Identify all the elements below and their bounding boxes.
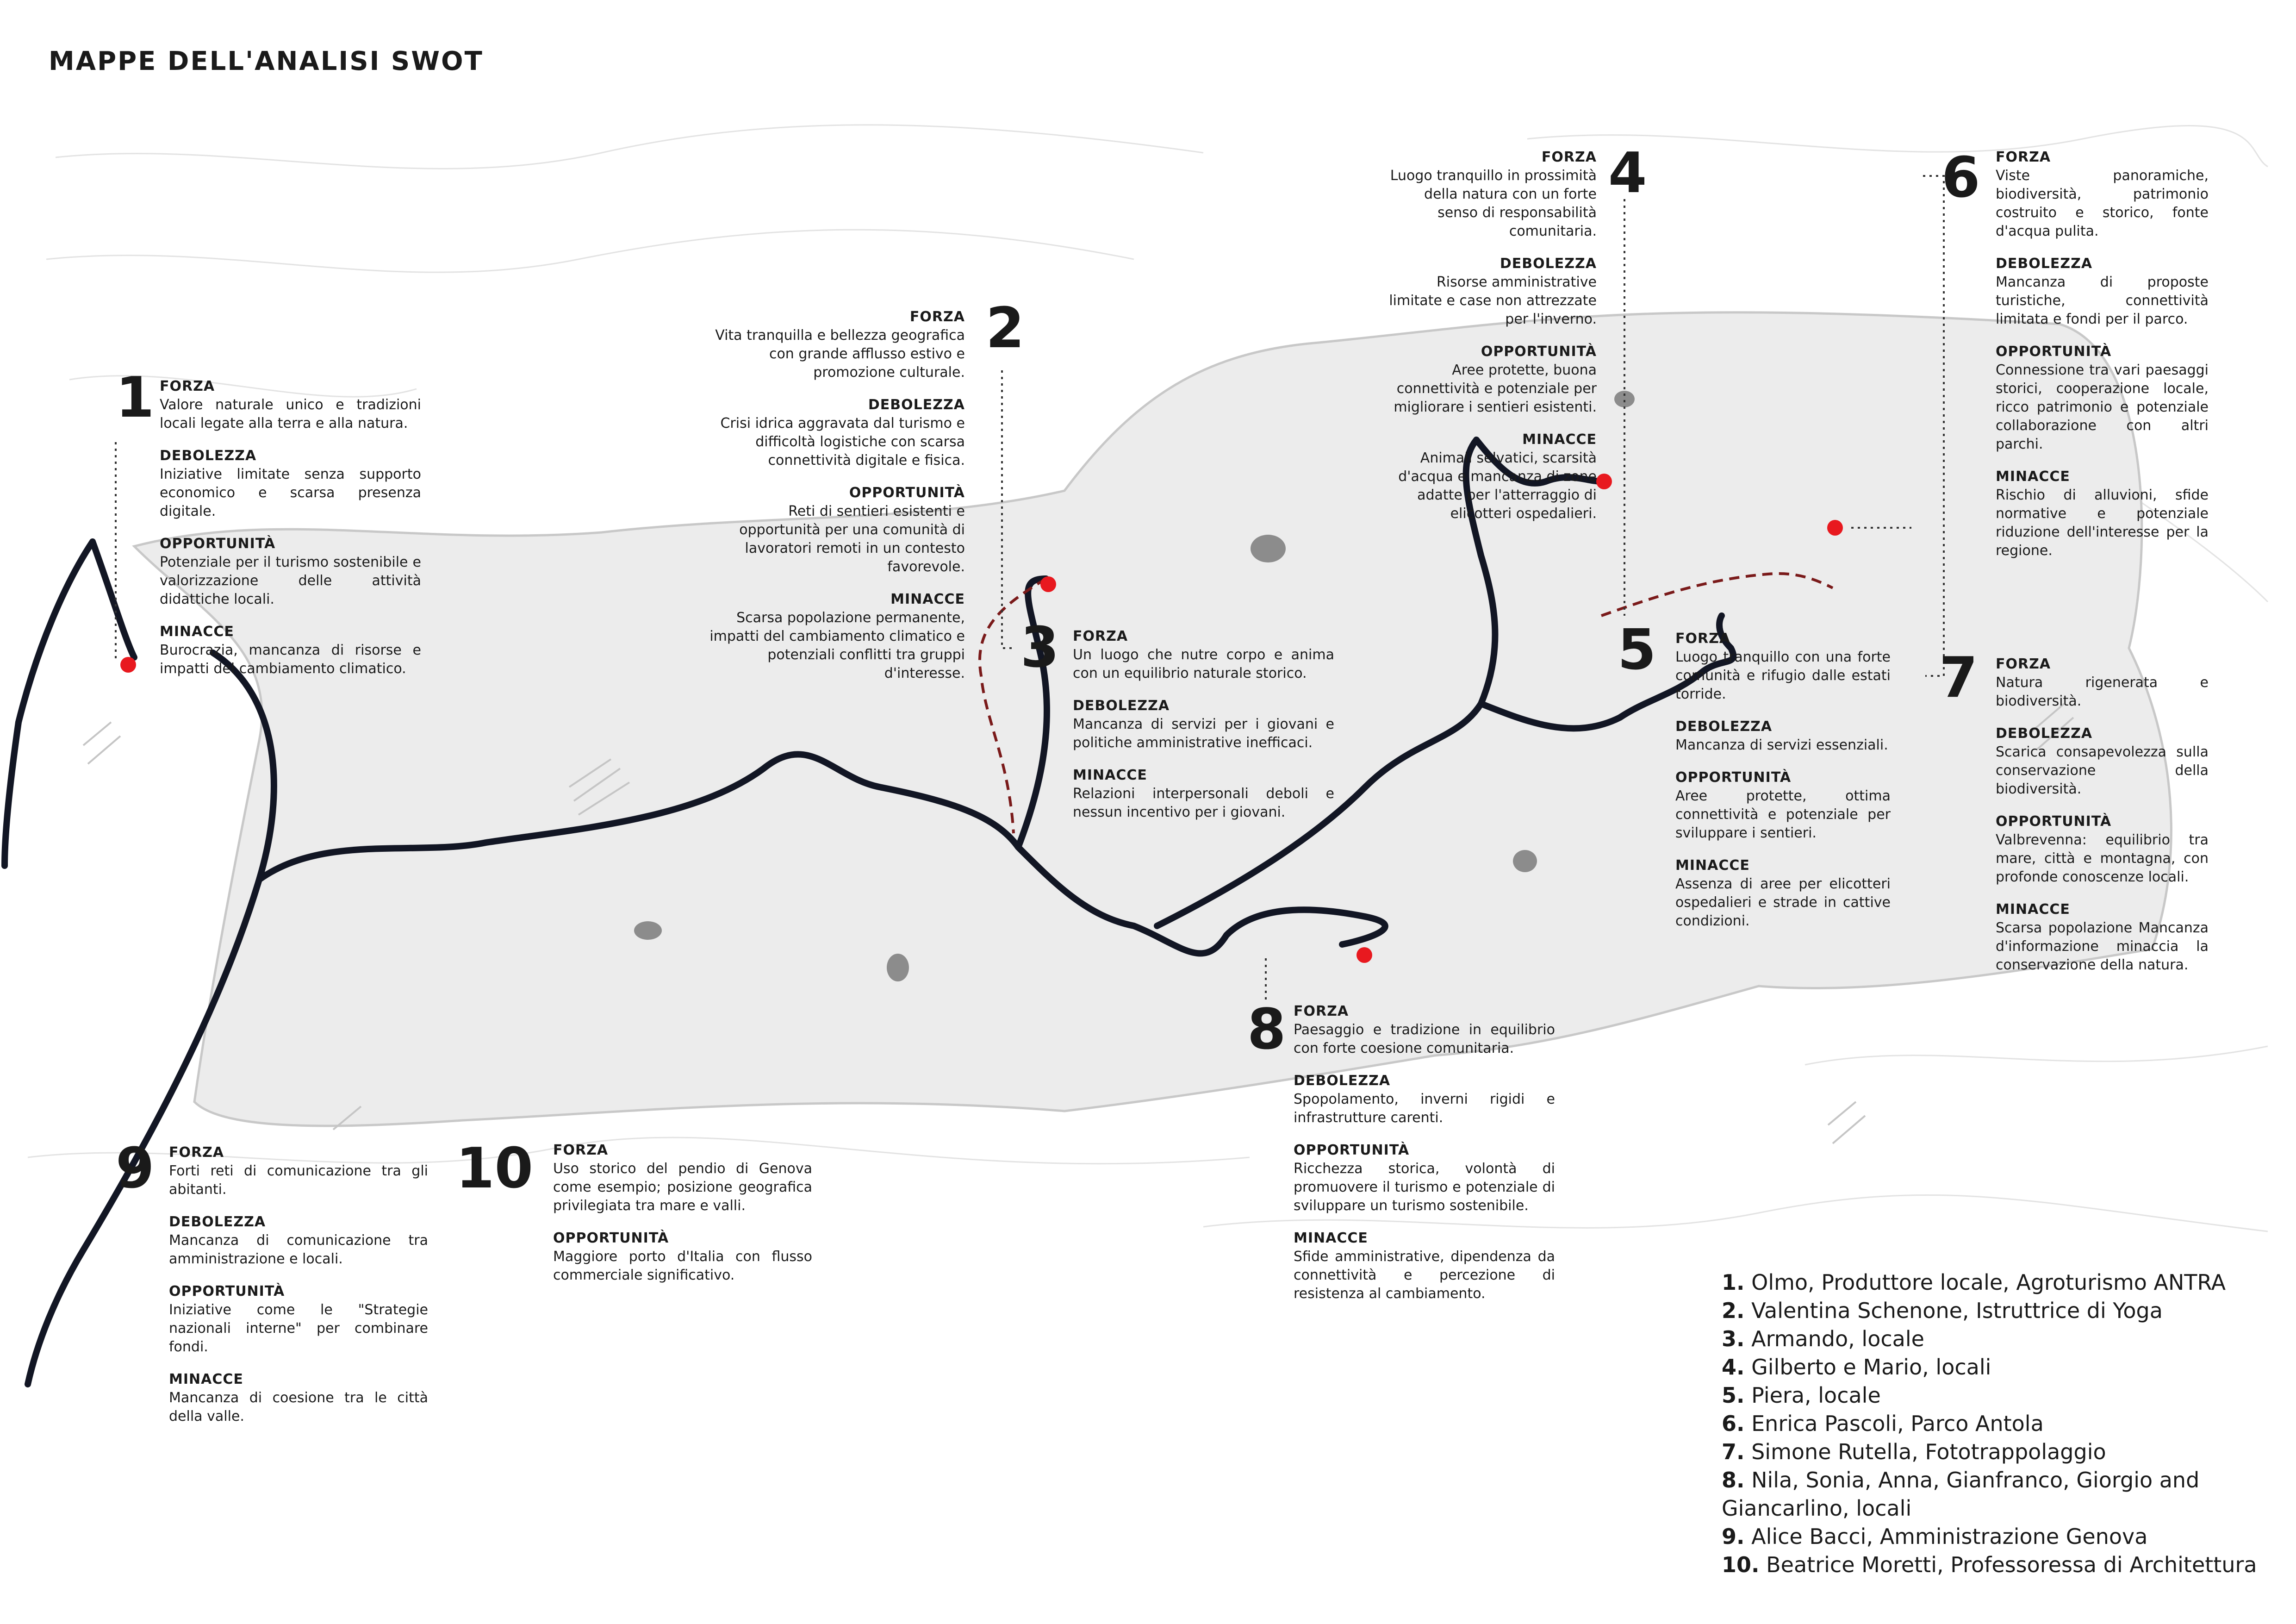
site-4-minacce: Animali selvatici, scarsità d'acqua e mancanza di zone adatte per l'atterraggio di elicotteri ospedalieri. bbox=[1398, 450, 1597, 522]
site-8-debolezza: Spopolamento, inverni rigidi e infrastrutture carenti. bbox=[1294, 1091, 1555, 1126]
label-opportunita: OPPORTUNITÀ bbox=[169, 1283, 285, 1299]
swot-block-2 bbox=[703, 308, 965, 697]
site-number-2: 2 bbox=[986, 296, 1025, 361]
site-3-minacce: Relazioni interpersonali deboli e nessun incentivo per i giovani. bbox=[1073, 786, 1334, 820]
site-1-debolezza: Iniziative limitate senza supporto economico e scarsa presenza digitale. bbox=[160, 466, 421, 519]
label-debolezza: DEBOLEZZA bbox=[169, 1214, 266, 1230]
label-opportunita: OPPORTUNITÀ bbox=[553, 1230, 669, 1246]
site-marker-4[interactable] bbox=[1596, 474, 1612, 489]
site-1-forza: Valore naturale unico e tradizioni locali legate alla terra e alla natura. bbox=[160, 397, 421, 431]
label-forza: FORZA bbox=[169, 1144, 224, 1161]
site-9-debolezza: Mancanza di comunicazione tra amministrazione e locali. bbox=[169, 1232, 428, 1267]
swot-block-6 bbox=[1996, 148, 2209, 574]
site-number-10: 10 bbox=[456, 1137, 533, 1201]
legend-item: Giancarlino, locali bbox=[1722, 1496, 1912, 1521]
site-7-opportunita: Valbrevenna: equilibrio tra mare, città e montagna, con profonde conoscenze locali. bbox=[1996, 832, 2209, 885]
site-number-4: 4 bbox=[1608, 141, 1647, 206]
site-1-opportunita: Potenziale per il turismo sostenibile e valorizzazione delle attività didattiche locali. bbox=[160, 554, 421, 607]
site-marker-8[interactable] bbox=[1356, 947, 1372, 963]
label-opportunita: OPPORTUNITÀ bbox=[160, 536, 276, 552]
label-forza: FORZA bbox=[909, 309, 965, 325]
swot-block-1 bbox=[160, 377, 421, 692]
site-2-debolezza: Crisi idrica aggravata dal turismo e difficoltà logistiche con scarsa connettività digitale e fisica. bbox=[720, 415, 965, 468]
label-forza: FORZA bbox=[553, 1142, 609, 1158]
legend-item: 3. Armando, locale bbox=[1722, 1326, 1924, 1351]
site-5-minacce: Assenza di aree per elicotteri ospedalieri e strade in cattive condizioni. bbox=[1675, 876, 1891, 929]
label-minacce: MINACCE bbox=[1675, 857, 1750, 874]
label-debolezza: DEBOLEZZA bbox=[1294, 1073, 1391, 1089]
label-debolezza: DEBOLEZZA bbox=[1996, 256, 2093, 272]
label-debolezza: DEBOLEZZA bbox=[1073, 698, 1170, 714]
site-number-1: 1 bbox=[116, 366, 155, 430]
legend-item: 4. Gilberto e Mario, locali bbox=[1722, 1355, 1991, 1380]
site-5-opportunita: Aree protette, ottima connettività e potenziale per sviluppare i sentieri. bbox=[1675, 788, 1891, 841]
label-minacce: MINACCE bbox=[1073, 767, 1147, 783]
site-5-forza: Luogo tranquillo con una forte comunità e rifugio dalle estati torride. bbox=[1675, 649, 1891, 702]
label-forza: FORZA bbox=[1996, 149, 2051, 165]
site-number-7: 7 bbox=[1939, 646, 1978, 710]
site-10-forza: Uso storico del pendio di Genova come esempio; posizione geografica privilegiata tra mare e valli. bbox=[553, 1161, 812, 1214]
label-debolezza: DEBOLEZZA bbox=[160, 448, 257, 464]
label-minacce: MINACCE bbox=[1996, 468, 2070, 485]
site-marker-2[interactable] bbox=[1040, 576, 1056, 592]
site-number-9: 9 bbox=[116, 1137, 155, 1201]
site-4-debolezza: Risorse amministrative limitate e case non attrezzate per l'inverno. bbox=[1389, 274, 1597, 327]
site-number-8: 8 bbox=[1247, 998, 1286, 1062]
site-6-forza: Viste panoramiche, biodiversità, patrimonio costruito e storico, fonte d'acqua pulita. bbox=[1996, 168, 2209, 239]
site-2-opportunita: Reti di sentieri esistenti e opportunità per una comunità di lavoratori remoti in un contesto favorevole. bbox=[739, 503, 965, 575]
label-minacce: MINACCE bbox=[890, 591, 965, 607]
label-forza: FORZA bbox=[1073, 628, 1128, 644]
legend-item: 9. Alice Bacci, Amministrazione Genova bbox=[1722, 1524, 2148, 1549]
label-minacce: MINACCE bbox=[160, 624, 234, 640]
label-debolezza: DEBOLEZZA bbox=[1500, 256, 1597, 272]
site-number-3: 3 bbox=[1020, 616, 1059, 680]
label-debolezza: DEBOLEZZA bbox=[1996, 725, 2093, 742]
swot-block-10 bbox=[553, 1141, 812, 1299]
site-4-opportunita: Aree protette, buona connettività e potenziale per migliorare i sentieri esistenti. bbox=[1394, 362, 1597, 415]
swot-block-4 bbox=[1381, 148, 1597, 537]
legend-item: 7. Simone Rutella, Fototrappolaggio bbox=[1722, 1439, 2106, 1464]
site-9-forza: Forti reti di comunicazione tra gli abitanti. bbox=[169, 1163, 428, 1198]
label-forza: FORZA bbox=[1541, 149, 1597, 165]
site-9-opportunita: Iniziative come le "Strategie nazionali interne" per combinare fondi. bbox=[169, 1302, 428, 1355]
legend-item: 1. Olmo, Produttore locale, Agroturismo ANTRA bbox=[1722, 1270, 2226, 1295]
site-9-minacce: Mancanza di coesione tra le città della valle. bbox=[169, 1390, 428, 1424]
legend-item: 2. Valentina Schenone, Istruttrice di Yoga bbox=[1722, 1298, 2163, 1323]
label-debolezza: DEBOLEZZA bbox=[1675, 718, 1773, 735]
site-1-minacce: Burocrazia, mancanza di risorse e impatti del cambiamento climatico. bbox=[160, 642, 421, 677]
site-6-minacce: Rischio di alluvioni, sfide normative e potenziale riduzione dell'interesse per la regione. bbox=[1996, 487, 2209, 559]
label-minacce: MINACCE bbox=[169, 1371, 243, 1387]
swot-block-5 bbox=[1675, 630, 1891, 944]
swot-block-3 bbox=[1073, 627, 1334, 836]
swot-block-9 bbox=[169, 1143, 428, 1440]
label-debolezza: DEBOLEZZA bbox=[868, 397, 965, 413]
label-opportunita: OPPORTUNITÀ bbox=[1294, 1142, 1410, 1158]
label-forza: FORZA bbox=[160, 378, 215, 394]
site-4-forza: Luogo tranquillo in prossimità della natura con un forte senso di responsabilità comunitaria. bbox=[1390, 168, 1597, 239]
site-number-6: 6 bbox=[1941, 146, 1980, 210]
label-minacce: MINACCE bbox=[1996, 901, 2070, 918]
site-7-minacce: Scarsa popolazione Mancanza d'informazione minaccia la conservazione della natura. bbox=[1996, 920, 2209, 973]
label-opportunita: OPPORTUNITÀ bbox=[1996, 344, 2112, 360]
site-8-forza: Paesaggio e tradizione in equilibrio con forte coesione comunitaria. bbox=[1294, 1022, 1555, 1056]
page-title: MAPPE DELL'ANALISI SWOT bbox=[49, 46, 484, 76]
site-2-forza: Vita tranquilla e bellezza geografica con grande afflusso estivo e promozione culturale. bbox=[715, 327, 965, 381]
interviewee-legend bbox=[1722, 1268, 2257, 1579]
swot-block-7 bbox=[1996, 655, 2209, 988]
site-10-opportunita: Maggiore porto d'Italia con flusso commerciale significativo. bbox=[553, 1249, 812, 1283]
site-number-5: 5 bbox=[1618, 618, 1656, 682]
site-3-debolezza: Mancanza di servizi per i giovani e politiche amministrative inefficaci. bbox=[1073, 716, 1334, 751]
swot-block-8 bbox=[1294, 1002, 1555, 1317]
site-2-minacce: Scarsa popolazione permanente, impatti del cambiamento climatico e potenziali conflitti tra gruppi d'interesse. bbox=[709, 610, 965, 681]
label-opportunita: OPPORTUNITÀ bbox=[1675, 769, 1792, 786]
site-3-forza: Un luogo che nutre corpo e anima con un equilibrio naturale storico. bbox=[1073, 647, 1334, 681]
legend-item: 6. Enrica Pascoli, Parco Antola bbox=[1722, 1411, 2044, 1436]
label-opportunita: OPPORTUNITÀ bbox=[1481, 344, 1597, 360]
site-6-debolezza: Mancanza di proposte turistiche, connettività limitata e fondi per il parco. bbox=[1996, 274, 2209, 327]
label-minacce: MINACCE bbox=[1294, 1230, 1368, 1246]
site-marker-1[interactable] bbox=[120, 657, 136, 673]
site-8-minacce: Sfide amministrative, dipendenza da connettività e percezione di resistenza al cambiamento. bbox=[1294, 1249, 1555, 1302]
legend-item: 5. Piera, locale bbox=[1722, 1383, 1881, 1408]
site-6-opportunita: Connessione tra vari paesaggi storici, cooperazione locale, ricco patrimonio e potenziale collaborazione con altri parchi. bbox=[1996, 362, 2209, 452]
label-opportunita: OPPORTUNITÀ bbox=[1996, 813, 2112, 830]
site-marker-6[interactable] bbox=[1827, 520, 1843, 536]
label-forza: FORZA bbox=[1996, 656, 2051, 672]
label-forza: FORZA bbox=[1675, 631, 1731, 647]
site-7-forza: Natura rigenerata e biodiversità. bbox=[1996, 675, 2209, 709]
site-7-debolezza: Scarica consapevolezza sulla conservazione della biodiversità. bbox=[1996, 744, 2209, 797]
label-opportunita: OPPORTUNITÀ bbox=[849, 485, 965, 501]
legend-item: 10. Beatrice Moretti, Professoressa di Architettura bbox=[1722, 1552, 2257, 1577]
site-8-opportunita: Ricchezza storica, volontà di promuovere il turismo e potenziale di sviluppare un turismo sostenibile. bbox=[1294, 1161, 1555, 1214]
site-5-debolezza: Mancanza di servizi essenziali. bbox=[1675, 737, 1888, 753]
label-minacce: MINACCE bbox=[1522, 431, 1597, 448]
legend-item: 8. Nila, Sonia, Anna, Gianfranco, Giorgio and bbox=[1722, 1468, 2200, 1493]
label-forza: FORZA bbox=[1294, 1003, 1349, 1019]
